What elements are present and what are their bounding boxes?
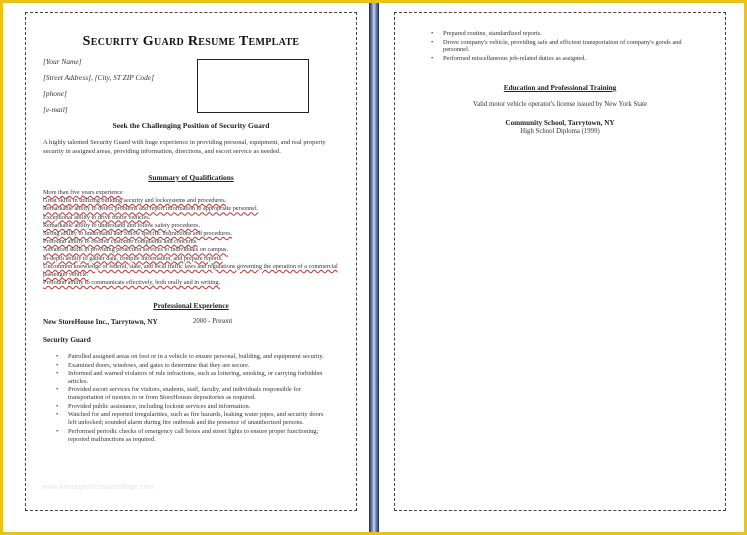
- duty-item: • Examined doors, windows, and gates to determine that they are secure.: [56, 362, 324, 370]
- school-name: Community School, Tarrytown, NY: [505, 119, 615, 127]
- qualification-item: Remarkable ability to detect problems and report information to appropriate personnel.: [43, 205, 259, 213]
- qualification-item: In-depth ability to gather data, compile information, and prepare reports.: [43, 254, 223, 262]
- qualifications-list: [43, 189, 343, 287]
- duty-item: • Drove company's vehicle, providing safe and efficient transportation of company's goods and personnel.: [431, 39, 701, 55]
- contact-address: [Street Address], [City, ST ZIP Code]: [43, 73, 154, 82]
- duty-item: • Prepared routine, standardized reports.: [431, 30, 701, 38]
- job-title: Security Guard: [43, 336, 91, 344]
- duty-item: • Watched for and reported irregularities, such as fire hazards, leaking water pipes, and security doors left unlocked; sounded alarm during fire outbreak and the presence of unauthorized persons.: [56, 411, 324, 427]
- objective-text: A highly talented Security Guard with huge experience in providing personal, equipment, and real property security in assigned areas, providing information, directions, and escort service as needed.: [43, 139, 326, 155]
- employment-dates: 2000 - Present: [193, 318, 233, 325]
- qualification-item: Great skills in utilizing building security and locksystems and procedures.: [43, 197, 227, 205]
- qualification-item: Uncommon knowledge of federal, state, and local traffic laws and regulations governing the operation of a commercial passenger vehicle.: [43, 262, 338, 279]
- duty-item: • Provided escort services for visitors, students, staff, faculty, and individuals responsible for transportation of monies to or from StoreHouses depositories as required.: [56, 386, 324, 402]
- license-text: Valid motor vehicle operator's license issued by New York State: [472, 101, 648, 108]
- page-divider: [369, 3, 379, 532]
- duty-item: • Patrolled assigned areas on foot or in a vehicle to ensure personal, building, and equipment security.: [56, 353, 324, 361]
- duties-list: [56, 353, 324, 444]
- qualifications-heading: Summary of Qualifications: [148, 173, 234, 182]
- qualification-item: Remarkable ability to understand and follow safety procedures.: [43, 221, 201, 229]
- employer-name: New StoreHouse Inc., Tarrytown, NY: [43, 318, 158, 326]
- duties-continued-list: [431, 30, 701, 63]
- photo-placeholder: [197, 59, 309, 113]
- resume-page-2: [394, 12, 726, 511]
- duty-item: • Performed periodic checks of emergency call boxes and street lights to ensure proper functioning; reported malfunctions as required.: [56, 428, 324, 444]
- education-heading: Education and Professional Training: [503, 84, 617, 92]
- duty-item: • Informed and warned violators of rule infractions, such as loitering, smoking, or carrying forbidden articles.: [56, 370, 324, 386]
- watermark: www.heritagechristiancollege.com: [42, 484, 154, 491]
- qualification-item: Profound ability to communicate effectively, both orally and in writing.: [43, 279, 220, 287]
- qualification-item: Strong ability to understand and follow specific instructions and procedures.: [43, 230, 233, 238]
- contact-email: [e-mail]: [43, 105, 68, 114]
- qualification-item: Advanced skills in providing protection services to individuals on campus.: [43, 246, 228, 254]
- contact-phone: [phone]: [43, 89, 67, 98]
- resume-title: Security Guard Resume Template: [82, 34, 300, 49]
- experience-heading: Professional Experience: [153, 301, 229, 310]
- resume-page-1: [25, 12, 357, 511]
- qualification-item: Exceptional ability to drive motor vehicles.: [43, 213, 151, 221]
- qualification-item: More than five years experience: [43, 189, 123, 196]
- objective-heading: Seek the Challenging Position of Security Guard: [112, 121, 270, 130]
- contact-name: [Your Name]: [43, 57, 82, 66]
- diploma-text: High School Diploma (1999): [520, 128, 600, 135]
- duty-item: • Provided public assistance, including lockout services and information.: [56, 403, 324, 411]
- duty-item: • Performed miscellaneous job-related duties as assigned.: [431, 55, 701, 63]
- qualification-item: Profound ability to resolve customer complaints and concerns.: [43, 238, 198, 246]
